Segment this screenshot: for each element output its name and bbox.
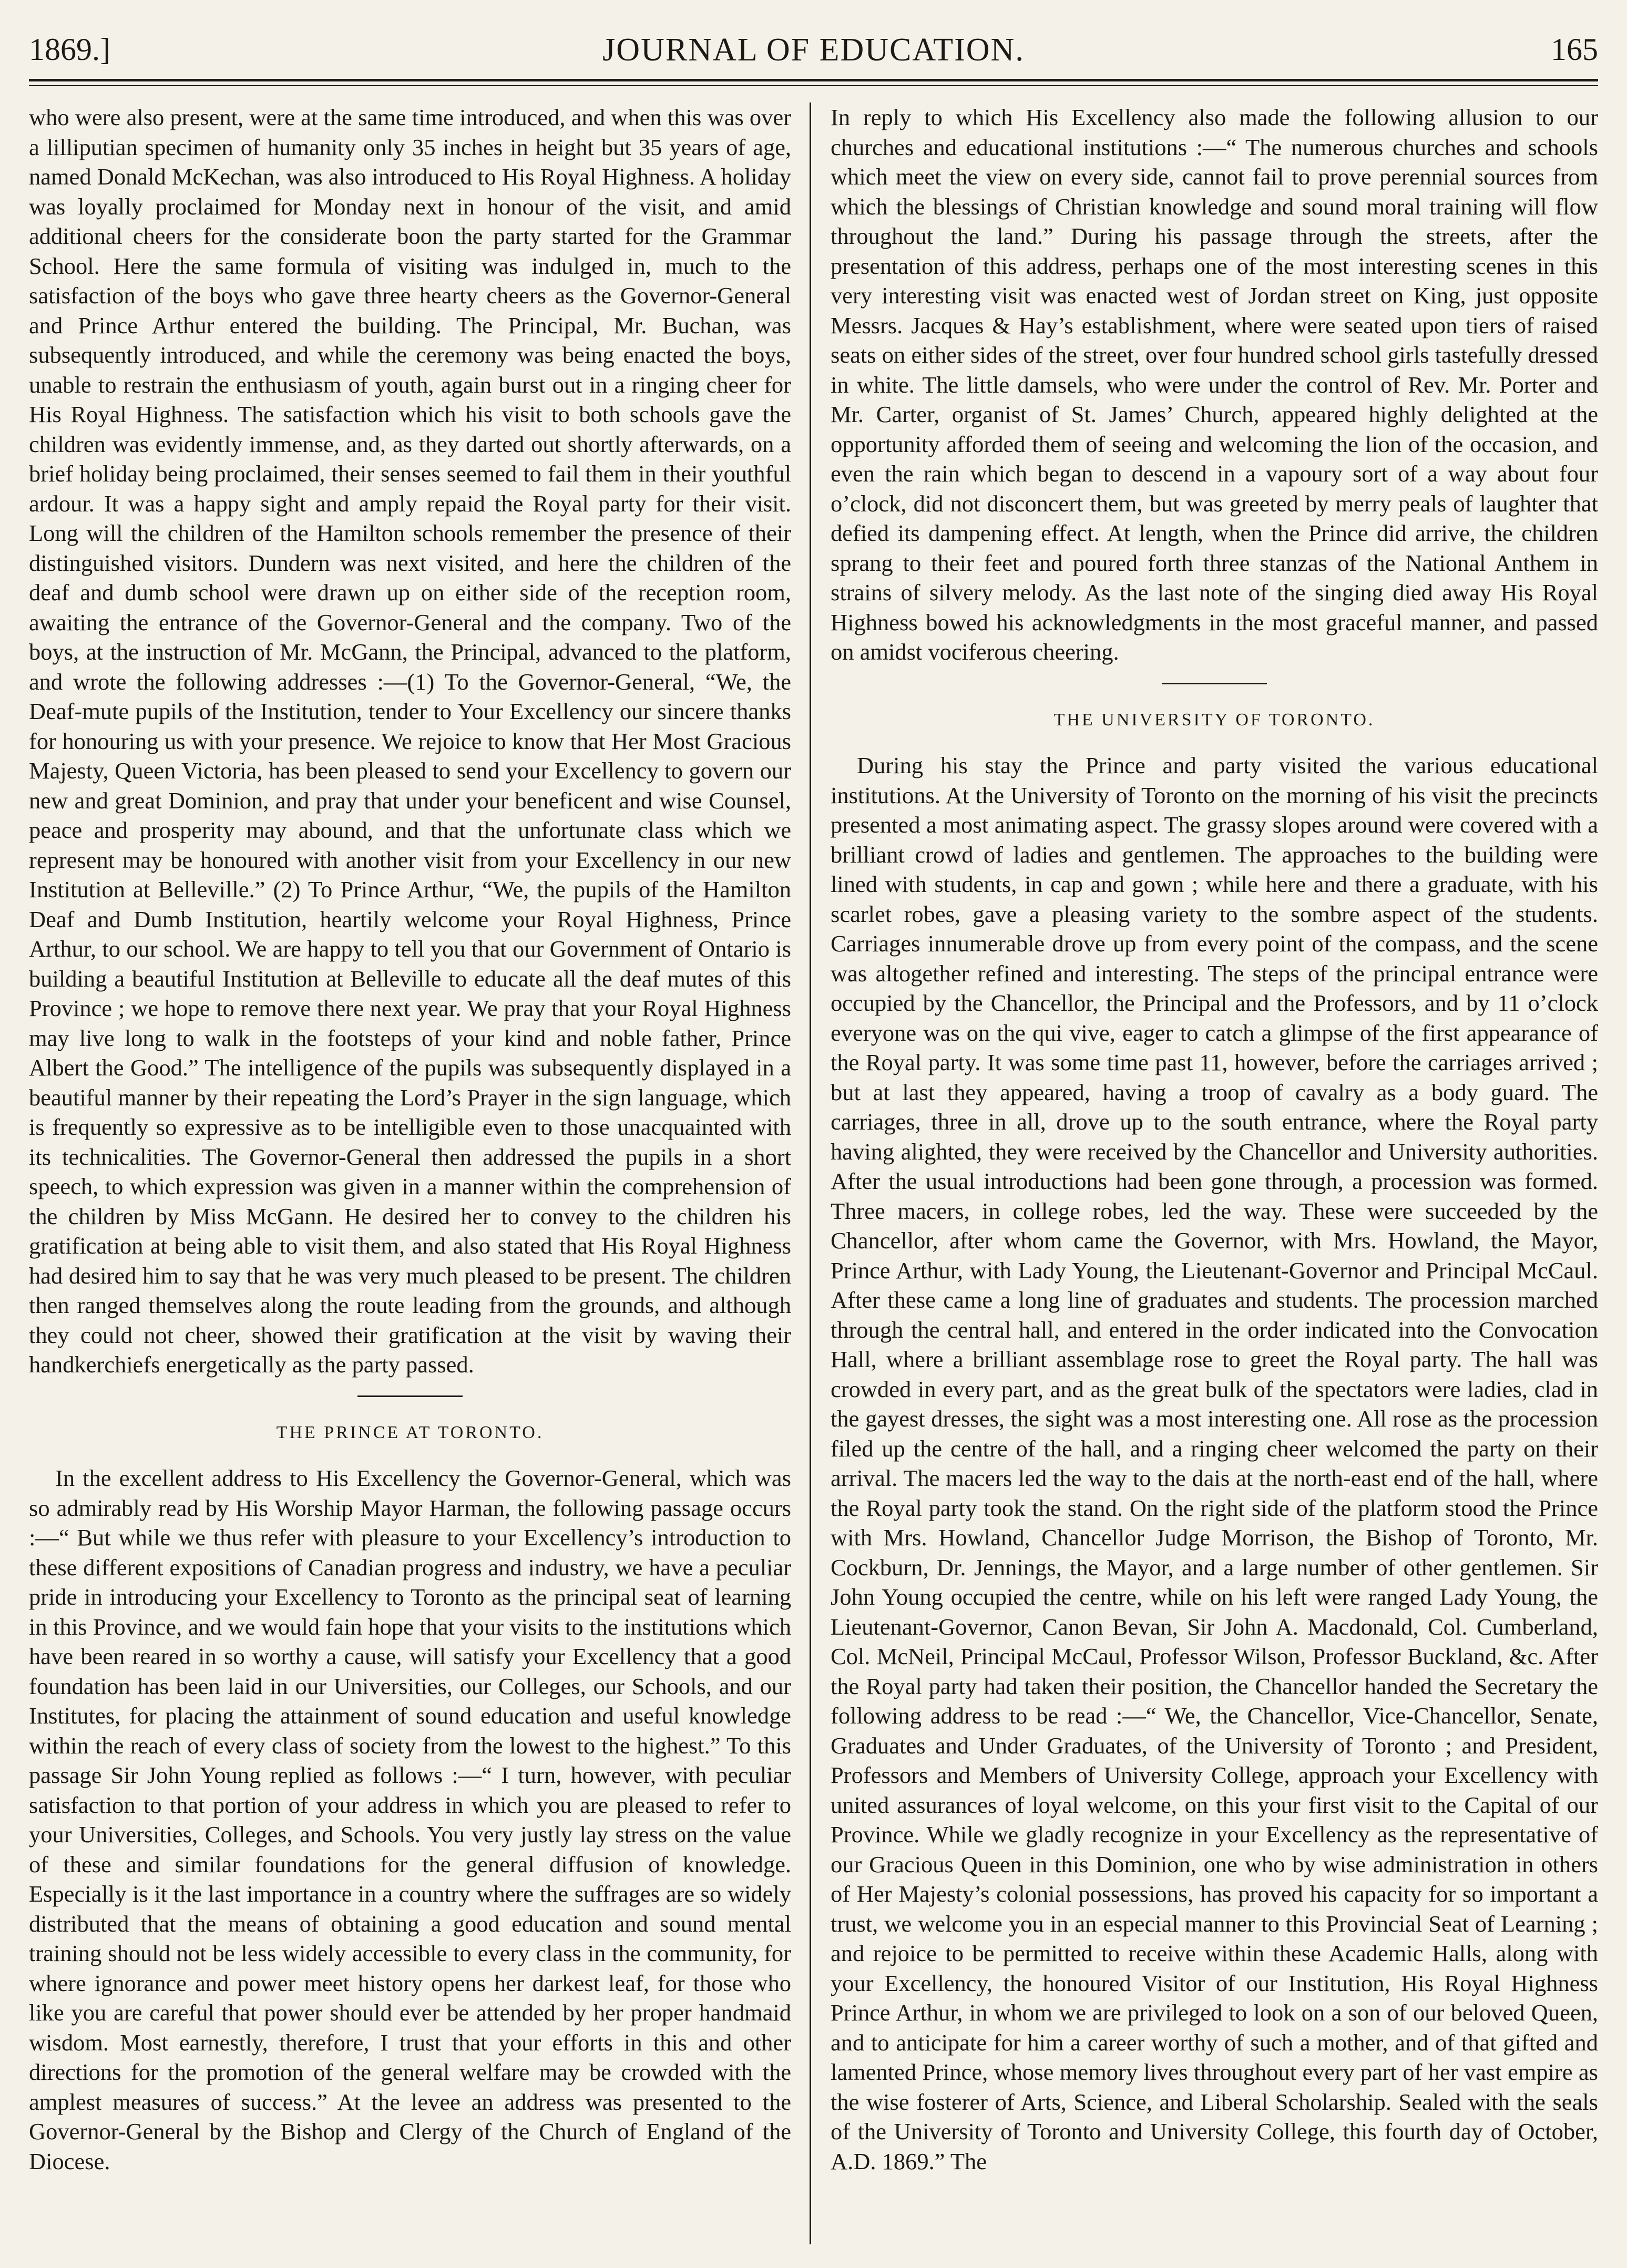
- header-year: 1869.]: [29, 32, 110, 67]
- header-rule-thick: [29, 79, 1598, 81]
- journal-title: JOURNAL OF EDUCATION.: [602, 32, 1025, 68]
- section-heading-university-of-toronto: THE UNIVERSITY OF TORONTO.: [1053, 710, 1375, 730]
- section-divider: [1162, 683, 1267, 684]
- column-divider: [810, 102, 811, 2244]
- right-paragraph-2: During his stay the Prince and party visited the various educational institutions. At the University of Toronto on the morning of his visit the precincts presented a most animating aspect. The grassy slopes around were covered with a brilliant crowd of ladies and gentlemen. The approaches to the building were lined with students, in cap and gown ; while here and there a graduate, with his scarlet robes, gave a pleasing variety to the sombre aspect of the students. Carriages innumerable drove up from every point of the compass, and the scene was altogether refined and interesting. The steps of the principal entrance were occupied by the Chancellor, the Principal and the Professors, and by 11 o’clock everyone was on the qui vive, eager to catch a glimpse of the first appearance of the Royal party. It was some time past 11, however, before the carriages arrived ; but at last they appeared, having a troop of cavalry as a body guard. The carriages, three in all, drove up to the south entrance, where the Royal party having alighted, they were received by the Chancellor and University authorities. After the usual introductions had been gone through, a procession was formed. Three macers, in college robes, led the way. These were succeeded by the Chancellor, after whom came the Governor, with Mrs. Howland, the Mayor, Prince Arthur, with Lady Young, the Lieutenant-Governor and Principal McCaul. After these came a long line of graduates and students. The procession marched through the central hall, and entered in the order indicated into the Convocation Hall, where a brilliant assemblage rose to greet the Royal party. The hall was crowded in every part, and as the great bulk of the spectators were ladies, clad in the gayest dresses, the sight was a most interesting one. All rose as the procession filed up the centre of the hall, and a ringing cheer welcomed the party on their arrival. The macers led the way to the dais at the north-east end of the hall, where the Royal party took the stand. On the right side of the platform stood the Prince with Mrs. Howland, Chancellor Judge Morrison, the Bishop of Toronto, Mr. Cockburn, Dr. Jennings, the Mayor, and a large number of other gentlemen. Sir John Young occupied the centre, while on his left were ranged Lady Young, the Lieutenant-Governor, Canon Bevan, Sir John A. Macdonald, Col. Cumberland, Col. McNeil, Principal McCaul, Professor Wilson, Professor Buckland, &c. After the Royal party had taken their position, the Chancellor handed the Secretary the following address to be read :—“ We, the Chancellor, Vice-Chancellor, Senate, Graduates and Under Graduates, of the University of Toronto ; and President, Professors and Members of University College, approach your Excellency with united assurances of loyal welcome, on this your first visit to the Capital of our Province. While we gladly recognize in your Excellency as the representative of our Gracious Queen in this Dominion, one who by wise administration in others of Her Majesty’s colonial possessions, has proved his capacity for so important a trust, we welcome you in an especial manner to this Provincial Seat of Learning ; and rejoice to be permitted to receive within these Academic Halls, along with your Excellency, the honoured Visitor of our Institution, His Royal Highness Prince Arthur, in whom we are privileged to look on a son of our beloved Queen, and to anticipate for him a career worthy of such a mother, and of that gifted and lamented Prince, whose memory lives throughout every part of her vast empire as the wise fosterer of Arts, Science, and Liberal Scholarship. Sealed with the seals of the University of Toronto and University College, this fourth day of October, A.D. 1869.” The: [831, 752, 1598, 2174]
- left-paragraph-1: who were also present, were at the same time introduced, and when this was over a lilliputian specimen of humanity only 35 inches in height but 35 years of age, named Donald McKechan, was also introduced to His Royal Highness. A holiday was loyally proclaimed for Monday next in honour of the visit, and amid additional cheers for the considerate boon the party started for the Grammar School. Here the same formula of visiting was indulged in, much to the satisfaction of the boys who gave three hearty cheers as the Governor-General and Prince Arthur entered the building. The Principal, Mr. Buchan, was subsequently introduced, and while the ceremony was being enacted the boys, unable to restrain the enthusiasm of youth, again burst out in a ringing cheer for His Royal Highness. The satisfaction which his visit to both schools gave the children was evidently immense, and, as they darted out shortly afterwards, on a brief holiday being proclaimed, their senses seemed to fail them in their youthful ardour. It was a happy sight and amply repaid the Royal party for their visit. Long will the children of the Hamilton schools remember the presence of their distinguished visitors. Dundern was next visited, and here the children of the deaf and dumb school were drawn up on either side of the reception room, awaiting the entrance of the Governor-General and the company. Two of the boys, at the instruction of Mr. McGann, the Principal, advanced to the platform, and wrote the following addresses :—(1) To the Governor-General, “We, the Deaf-mute pupils of the Institution, tender to Your Excellency our sincere thanks for honouring us with your presence. We rejoice to know that Her Most Gracious Majesty, Queen Victoria, has been pleased to send your Excellency to govern our new and great Dominion, and pray that under your beneficent and wise Counsel, peace and prosperity may abound, and that the unfortunate class which we represent may be honoured with another visit from your Excellency in our new Institution at Belleville.” (2) To Prince Arthur, “We, the pupils of the Hamilton Deaf and Dumb Institution, heartily welcome your Royal Highness, Prince Arthur, to our school. We are happy to tell you that our Government of Ontario is building a beautiful Institution at Belleville to educate all the deaf mutes of this Province ; we hope to remove there next year. We pray that your Royal Highness may live long to walk in the footsteps of your kind and noble father, Prince Albert the Good.” The intelligence of the pupils was subsequently displayed in a beautiful manner by their repeating the Lord’s Prayer in the sign language, which is frequently so expressive as to be intelligible even to those unacquainted with its technicalities. The Governor-General then addressed the pupils in a short speech, to which expression was given in a manner within the comprehension of the children by Miss McGann. He desired her to convey to the children his gratification at being able to visit them, and also stated that His Royal Highness had desired him to say that he was very much pleased to be present. The children then ranged themselves along the route leading from the grounds, and although they could not cheer, showed their gratification at the visit by waving their handkerchiefs energetically as the party passed.: [29, 104, 791, 1378]
- left-paragraph-2: In the excellent address to His Excellency the Governor-General, which was so admirably read by His Worship Mayor Harman, the following passage occurs :—“ But while we thus refer with pleasure to your Excellency’s introduction to these different expositions of Canadian progress and industry, we have a peculiar pride in introducing your Excellency to Toronto as the principal seat of learning in this Province, and we would fain hope that your visits to the institutions which have been reared in so worthy a cause, will satisfy your Excellency that a good foundation has been laid in our Universities, our Colleges, our Schools, and our Institutes, for placing the attainment of sound education and useful knowledge within the reach of every class of society from the lowest to the highest.” To this passage Sir John Young replied as follows :—“ I turn, however, with peculiar satisfaction to that portion of your address in which you are pleased to refer to your Universities, Colleges, and Schools. You very justly lay stress on the value of these and similar foundations for the general diffusion of knowledge. Especially is it the last importance in a country where the suffrages are so widely distributed that the means of obtaining a good education and sound mental training should not be less widely accessible to every class in the community, for where ignorance and power meet history opens her darkest leaf, for those who like you are careful that power should ever be attended by her proper handmaid wisdom. Most earnestly, therefore, I trust that your efforts in this and other directions for the promotion of the general welfare may be crowded with the amplest measures of success.” At the levee an address was presented to the Governor-General by the Bishop and Clergy of the Church of England of the Diocese.: [29, 1465, 791, 2174]
- right-column: [831, 102, 1598, 2247]
- left-column: [29, 102, 791, 2247]
- section-divider: [357, 1395, 463, 1397]
- page-number: 165: [1551, 32, 1598, 67]
- header-rule-thin: [29, 85, 1598, 86]
- section-heading-prince-at-toronto: THE PRINCE AT TORONTO.: [276, 1422, 544, 1442]
- page-header: [29, 32, 1598, 79]
- right-paragraph-1: In reply to which His Excellency also made the following allusion to our churches and educational institutions :—“ The numerous churches and schools which meet the view on every side, cannot fail to prove perennial sources from which the blessings of Christian knowledge and sound moral training will flow throughout the land.” During his passage through the streets, after the presentation of this address, perhaps one of the most interesting scenes in this very interesting visit was enacted west of Jordan street on King, just opposite Messrs. Jacques & Hay’s establishment, where were seated upon tiers of raised seats on either sides of the street, over four hundred school girls tastefully dressed in white. The little damsels, who were under the control of Rev. Mr. Porter and Mr. Carter, organist of St. James’ Church, appeared highly delighted at the opportunity afforded them of seeing and welcoming the lion of the occasion, and even the rain which began to descend in a vapoury sort of a way about four o’clock, did not disconcert them, but was greeted by merry peals of laughter that defied its dampening effect. At length, when the Prince did arrive, the children sprang to their feet and poured forth three stanzas of the National Anthem in strains of silvery melody. As the last note of the singing died away His Royal Highness bowed his acknowledgments in the most graceful manner, and passed on amidst vociferous cheering.: [831, 104, 1598, 665]
